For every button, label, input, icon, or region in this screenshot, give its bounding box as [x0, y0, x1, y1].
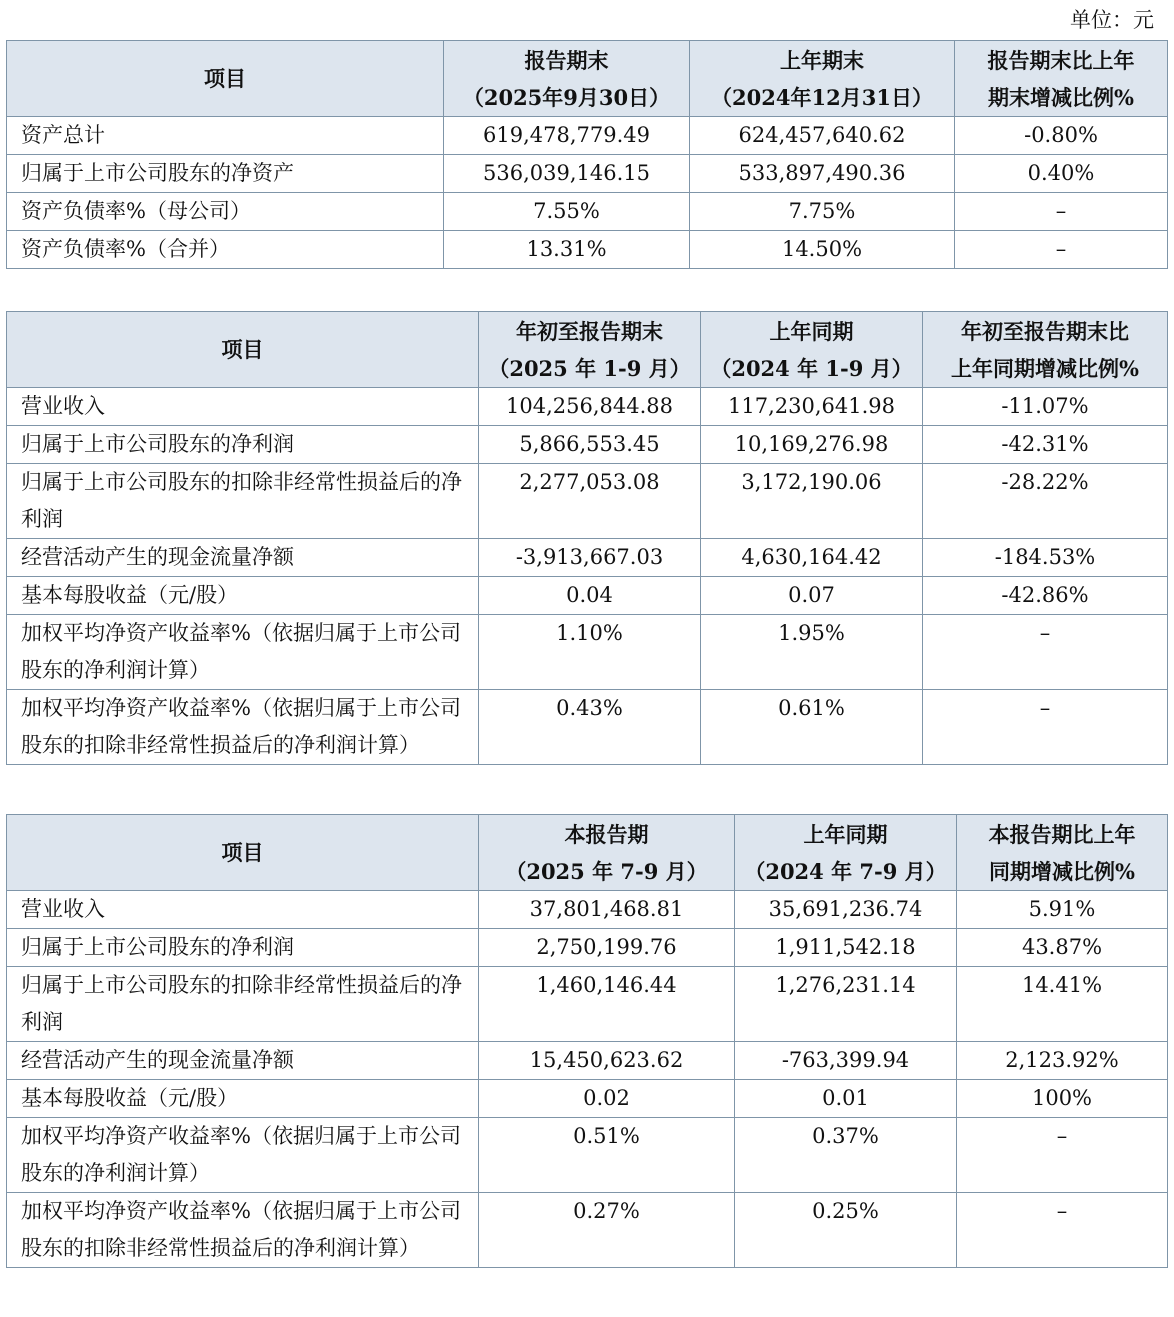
- ytd-performance-table: [6, 311, 1168, 765]
- table-row: 资产负债率%（合并） 13.31% 14.50% –: [7, 231, 1168, 269]
- table-row: 基本每股收益（元/股） 0.02 0.01 100%: [7, 1080, 1168, 1118]
- header-change-pct: 本报告期比上年 同期增减比例%: [957, 815, 1168, 891]
- table-row: 归属于上市公司股东的扣除非经常性损益后的净利润 2,277,053.08 3,172,190.06 -28.22%: [7, 464, 1168, 539]
- header-prior-quarter: 上年同期 （2024 年 7-9 月）: [735, 815, 957, 891]
- table-row: 加权平均净资产收益率%（依据归属于上市公司股东的净利润计算） 0.51% 0.37% –: [7, 1118, 1168, 1193]
- table-header-row: [7, 815, 1168, 891]
- table-row: 归属于上市公司股东的净利润 2,750,199.76 1,911,542.18 43.87%: [7, 929, 1168, 967]
- header-period-end: 报告期末 （2025年9月30日）: [444, 41, 690, 117]
- unit-label: 单位：元: [1070, 8, 1154, 32]
- table-header-row: [7, 312, 1168, 388]
- table-row: 归属于上市公司股东的净利润 5,866,553.45 10,169,276.98 -42.31%: [7, 426, 1168, 464]
- header-item: 项目: [7, 815, 479, 891]
- table-header-row: [7, 41, 1168, 117]
- quarter-performance-table: [6, 814, 1168, 1268]
- table-row: 经营活动产生的现金流量净额 -3,913,667.03 4,630,164.42 -184.53%: [7, 539, 1168, 577]
- table-row: 归属于上市公司股东的净资产 536,039,146.15 533,897,490.36 0.40%: [7, 155, 1168, 193]
- table-row: 经营活动产生的现金流量净额 15,450,623.62 -763,399.94 2,123.92%: [7, 1042, 1168, 1080]
- table-row: 营业收入 37,801,468.81 35,691,236.74 5.91%: [7, 891, 1168, 929]
- header-item: 项目: [7, 41, 444, 117]
- header-ytd: 年初至报告期末 （2025 年 1-9 月）: [479, 312, 701, 388]
- table-row: 加权平均净资产收益率%（依据归属于上市公司股东的扣除非经常性损益后的净利润计算） 0.27% 0.25% –: [7, 1193, 1168, 1268]
- table-row: 营业收入 104,256,844.88 117,230,641.98 -11.07%: [7, 388, 1168, 426]
- header-prior-year-end: 上年期末 （2024年12月31日）: [690, 41, 955, 117]
- table-row: 资产负债率%（母公司） 7.55% 7.75% –: [7, 193, 1168, 231]
- table-row: 基本每股收益（元/股） 0.04 0.07 -42.86%: [7, 577, 1168, 615]
- table-row: 归属于上市公司股东的扣除非经常性损益后的净利润 1,460,146.44 1,276,231.14 14.41%: [7, 967, 1168, 1042]
- header-change-pct: 报告期末比上年 期末增减比例%: [955, 41, 1168, 117]
- header-current-quarter: 本报告期 （2025 年 7-9 月）: [479, 815, 735, 891]
- table-row: 加权平均净资产收益率%（依据归属于上市公司股东的扣除非经常性损益后的净利润计算） 0.43% 0.61% –: [7, 690, 1168, 765]
- balance-summary-table: [6, 40, 1168, 269]
- header-item: 项目: [7, 312, 479, 388]
- table-row: 加权平均净资产收益率%（依据归属于上市公司股东的净利润计算） 1.10% 1.95% –: [7, 615, 1168, 690]
- header-change-pct: 年初至报告期末比 上年同期增减比例%: [923, 312, 1168, 388]
- header-prior-ytd: 上年同期 （2024 年 1-9 月）: [701, 312, 923, 388]
- table-row: 资产总计 619,478,779.49 624,457,640.62 -0.80%: [7, 117, 1168, 155]
